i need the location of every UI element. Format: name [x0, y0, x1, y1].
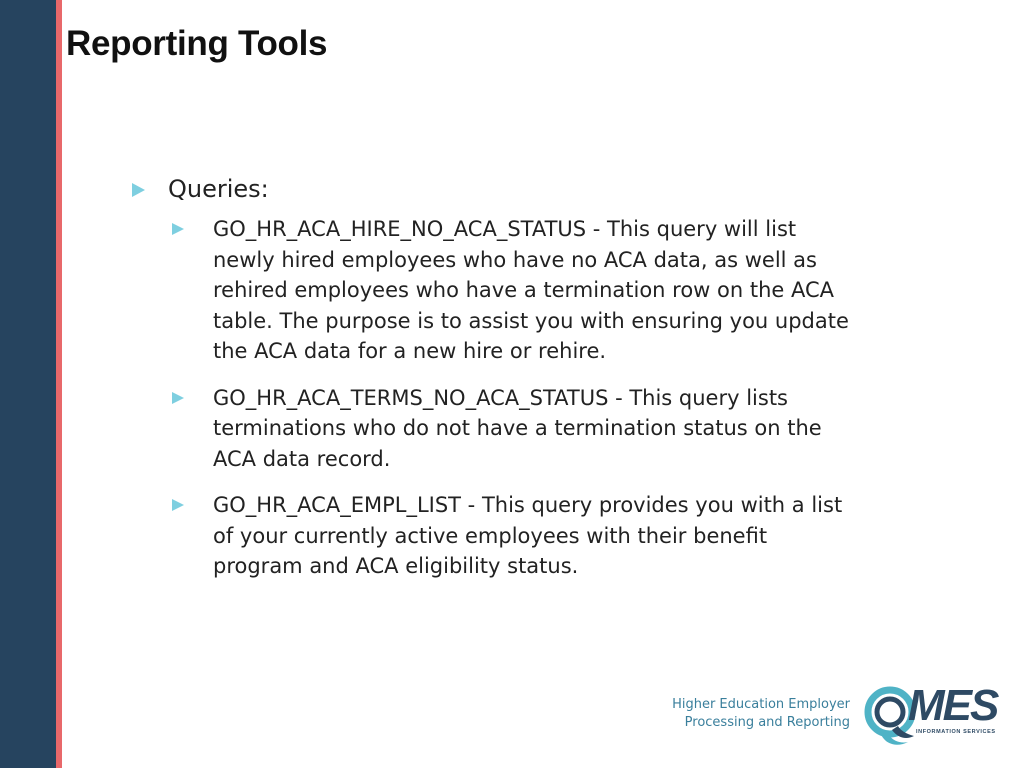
footer-line-2: Processing and Reporting	[684, 715, 850, 730]
bullet-arrow-icon	[172, 223, 184, 235]
omes-logo	[858, 678, 1008, 758]
sub-bullet	[168, 490, 863, 582]
footer-line-1: Higher Education Employer	[672, 697, 850, 712]
logo-subtitle: INFORMATION SERVICES	[916, 729, 996, 735]
left-accent-stripe	[56, 0, 62, 768]
sub-bullet	[168, 383, 863, 475]
bullet-arrow-icon	[172, 392, 184, 404]
bullet-arrow-icon	[172, 499, 184, 511]
bullet-list	[128, 174, 868, 598]
sub-bullet-text: GO_HR_ACA_TERMS_NO_ACA_STATUS - This query lists terminations who do not have a termination status on the ACA data record.	[213, 385, 822, 471]
bullet-label: Queries:	[168, 175, 269, 203]
footer-tagline	[672, 696, 850, 732]
left-sidebar-bar	[0, 0, 56, 768]
sub-bullet	[168, 214, 863, 367]
slide-title: Reporting Tools	[66, 24, 328, 63]
bullet-queries	[128, 174, 868, 204]
sub-bullet-text: GO_HR_ACA_EMPL_LIST - This query provides you with a list of your currently active employees with their benefit program and ACA eligibility status.	[213, 493, 843, 578]
logo-wordmark: MES	[908, 681, 998, 730]
sub-bullet-text: GO_HR_ACA_HIRE_NO_ACA_STATUS - This query will list newly hired employees who have no ACA data, as well as rehired employees who have a termination row on the ACA table. The purpose is to assist you with ensuring you update the ACA data for a new hire or rehire.	[213, 217, 849, 363]
bullet-arrow-icon	[132, 183, 145, 197]
